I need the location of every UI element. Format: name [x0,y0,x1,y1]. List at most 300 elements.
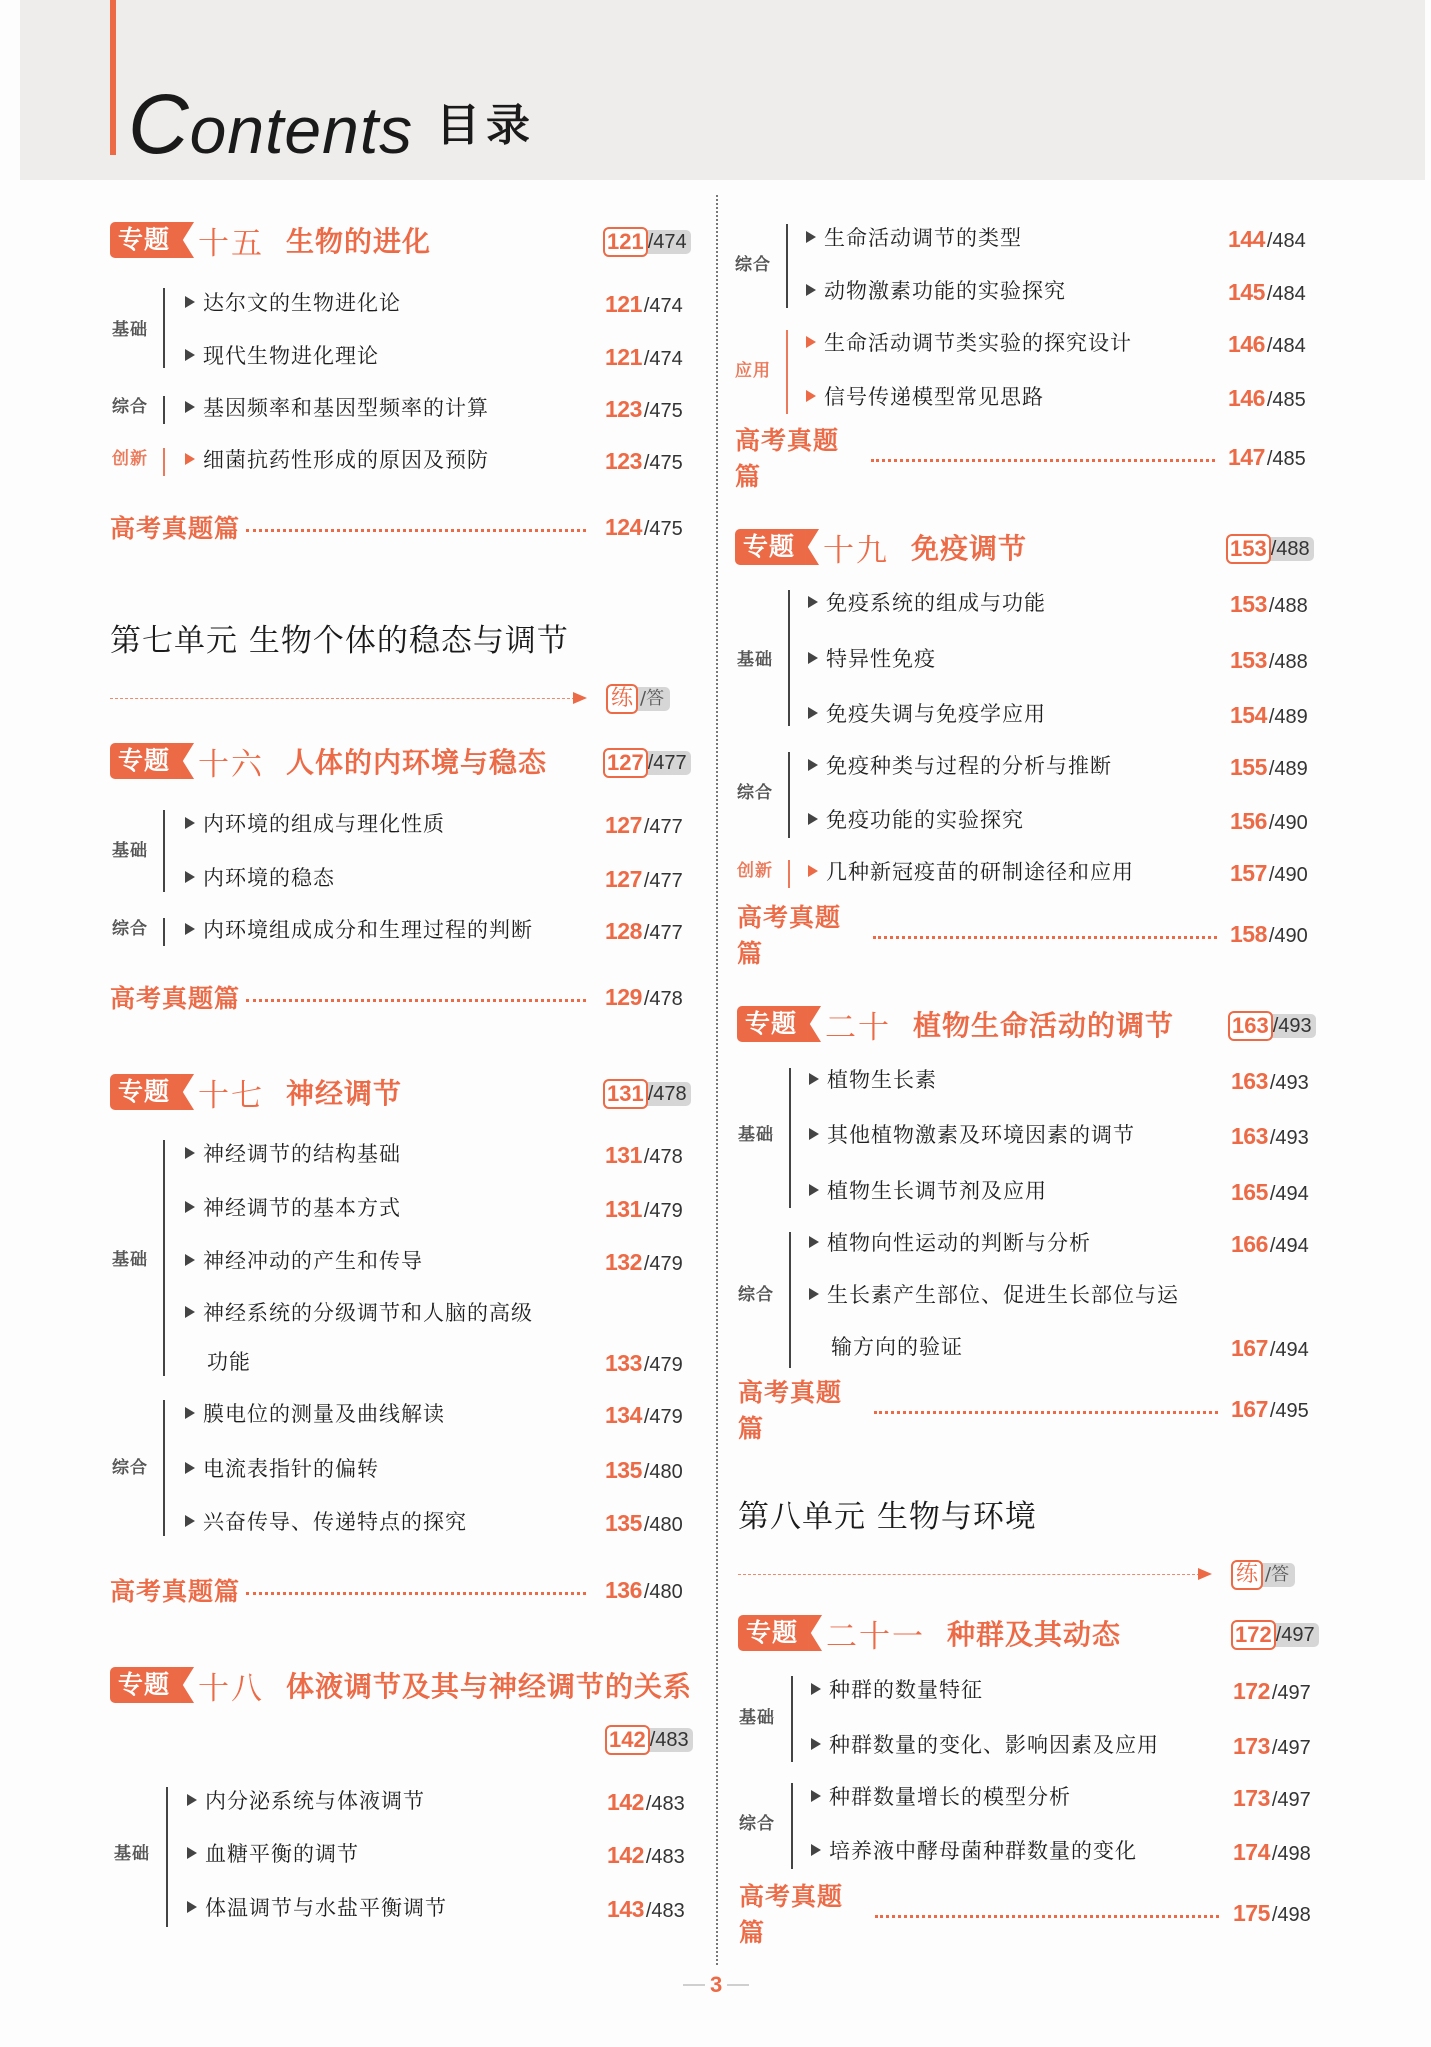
exam-entry[interactable] [737,903,1227,968]
triangle-icon [185,1515,195,1527]
entry-page[interactable] [605,1404,683,1427]
topic-16-header[interactable] [110,741,547,781]
entry-page[interactable] [605,398,683,421]
entry-page[interactable] [1228,228,1306,251]
entry-page[interactable] [607,1844,685,1867]
entry-page[interactable] [1231,1337,1309,1360]
category-basic: 基础 [738,1125,774,1145]
page-practice: 145 [1228,279,1265,305]
practice-answer-legend [1231,1560,1295,1590]
category-basic: 基础 [112,841,148,861]
page-practice: 153 [1230,647,1267,673]
toc-entry[interactable] [811,1680,983,1701]
category-basic: 基础 [112,320,148,340]
triangle-icon [185,401,195,413]
page-answer: /478 [646,1082,691,1106]
page-practice: 167 [1231,1335,1268,1361]
page-answer: /474 [646,230,691,254]
triangle-icon [185,1407,195,1419]
legend-answer: /答 [636,687,670,711]
triangle-icon [185,1201,195,1213]
page-answer: /493 [1269,1072,1309,1094]
practice-answer-legend [606,684,670,714]
page-answer: /497 [1274,1623,1319,1647]
page-answer: /485 [1266,389,1306,411]
page-practice: 133 [605,1350,642,1376]
entry-text: 神经调节的结构基础 [203,1142,401,1166]
entry-page[interactable] [1230,649,1308,672]
triangle-icon [808,865,818,877]
exam-label: 高考真题篇 [738,1378,843,1443]
triangle-icon [187,1901,197,1913]
page-answer: /490 [1268,864,1308,886]
entry-text: 体温调节与水盐平衡调节 [205,1896,447,1920]
topic-19-header[interactable] [735,527,1027,567]
entry-page[interactable] [605,868,683,891]
toc-entry[interactable] [806,333,1132,354]
topic-21-page[interactable] [1231,1620,1319,1650]
exam-page[interactable] [1228,446,1306,469]
category-bar [163,396,165,424]
exam-entry[interactable] [739,1882,1229,1947]
entry-text: 植物生长素 [827,1068,937,1092]
page-answer: /477 [646,751,691,775]
entry-text: 膜电位的测量及曲线解读 [203,1402,445,1426]
unit-7-title[interactable]: 第七单元 生物个体的稳态与调节 [110,623,569,659]
page-answer: /484 [1266,230,1306,252]
page-answer: /483 [645,1846,685,1868]
page-practice: 128 [605,918,642,944]
category-bar [166,1787,168,1927]
entry-text: 功能 [207,1350,251,1374]
page-practice: 153 [1226,534,1271,564]
page-practice: 166 [1231,1231,1268,1257]
page-answer: /475 [643,452,683,474]
page-answer: /480 [643,1461,683,1483]
entry-page[interactable] [1230,756,1308,779]
page-answer: /480 [643,1514,683,1536]
toc-entry[interactable] [811,1787,1071,1808]
entry-text: 细菌抗药性形成的原因及预防 [203,448,489,472]
legend-answer: /答 [1261,1563,1295,1587]
triangle-icon [185,349,195,361]
topic-title: 人体的内环境与稳态 [286,746,548,779]
entry-page[interactable] [607,1898,685,1921]
page-practice: 173 [1233,1785,1270,1811]
entry-text: 内环境的组成与理化性质 [203,812,445,836]
topic-number: 十六 [198,746,265,783]
entry-page[interactable] [1231,1233,1309,1256]
page-answer: /478 [643,1146,683,1168]
topic-badge: 专题 [110,1074,180,1110]
page-answer: /498 [1271,1843,1311,1865]
toc-entry[interactable] [808,704,1046,725]
entry-page[interactable] [605,1512,683,1535]
entry-page[interactable] [1230,593,1308,616]
topic-18-header[interactable] [110,1665,692,1705]
entry-page[interactable] [1233,1787,1311,1810]
page-practice: 131 [605,1196,642,1222]
entry-page[interactable] [605,450,683,473]
entry-text: 其他植物激素及环境因素的调节 [827,1123,1135,1147]
toc-entry[interactable] [809,1285,1179,1306]
exam-label: 高考真题篇 [110,984,241,1013]
toc-entry[interactable] [187,1791,425,1812]
entry-text: 种群数量的变化、影响因素及应用 [829,1733,1159,1757]
dot-leader [874,1411,1218,1414]
toc-entry[interactable] [806,281,1066,302]
topic-title: 免疫调节 [911,532,1028,565]
page-answer: /490 [1268,812,1308,834]
page-practice: 134 [605,1402,642,1428]
triangle-icon [806,284,816,296]
page-practice: 154 [1230,702,1267,728]
page-practice: 143 [607,1896,644,1922]
triangle-icon [808,813,818,825]
toc-entry[interactable] [185,398,489,419]
triangle-icon [185,1147,195,1159]
category-comprehensive: 综合 [112,1458,148,1478]
toc-entry[interactable] [806,228,1022,249]
triangle-icon [809,1288,819,1300]
page-practice: 153 [1230,591,1267,617]
entry-page[interactable] [605,1459,683,1482]
page-answer: /493 [1271,1014,1316,1038]
topic-number: 二十 [825,1009,892,1046]
page-answer: /497 [1271,1682,1311,1704]
category-application: 应用 [735,361,771,381]
dash-right [727,1984,749,1986]
page-number [683,1972,749,1998]
category-basic: 基础 [112,1250,148,1270]
entry-page[interactable] [1231,1125,1309,1148]
entry-page[interactable] [1230,810,1308,833]
page-practice: 156 [1230,808,1267,834]
toc-entry[interactable] [185,450,489,471]
page-answer: /489 [1268,706,1308,728]
page-answer: /490 [1268,925,1308,947]
triangle-icon [809,1236,819,1248]
toc-entry[interactable] [809,1181,1047,1202]
entry-page[interactable] [605,1144,683,1167]
dot-leader [871,459,1215,462]
topic-16-page[interactable] [603,748,691,778]
entry-text: 几种新冠疫苗的研制途径和应用 [826,860,1134,884]
entry-page[interactable] [607,1791,685,1814]
entry-text: 生命活动调节类实验的探究设计 [824,331,1132,355]
toc-entry[interactable] [185,868,335,889]
entry-text: 动物激素功能的实验探究 [824,279,1066,303]
toc-entry[interactable] [808,756,1112,777]
topic-21-header[interactable] [738,1613,1121,1653]
toc-entry[interactable] [185,1459,379,1480]
triangle-icon [185,871,195,883]
entry-text: 神经调节的基本方式 [203,1196,401,1220]
triangle-icon [185,1462,195,1474]
page-practice: 163 [1228,1011,1273,1041]
category-bar [788,860,790,888]
page-practice: 121 [603,227,648,257]
page-answer: /494 [1269,1183,1309,1205]
dot-leader [246,529,586,532]
topic-20-header[interactable] [737,1004,1174,1044]
triangle-icon [809,1128,819,1140]
exam-entry[interactable] [735,426,1225,491]
entry-page[interactable] [605,920,683,943]
topic-number: 十五 [198,225,265,262]
dot-leader [873,936,1217,939]
entry-text: 基因频率和基因型频率的计算 [203,396,489,420]
exam-page[interactable] [605,1579,683,1602]
entry-page[interactable] [1233,1680,1311,1703]
entry-page[interactable] [1228,387,1306,410]
entry-text: 输方向的验证 [831,1335,963,1359]
exam-entry[interactable] [110,1575,600,1605]
page-practice: 142 [607,1789,644,1815]
toc-entry[interactable] [808,810,1024,831]
topic-title: 生物的进化 [286,225,432,258]
page-practice: 144 [1228,226,1265,252]
exam-entry[interactable] [110,982,600,1012]
exam-page[interactable] [605,516,683,539]
page-answer: /480 [643,1581,683,1603]
exam-label: 高考真题篇 [735,426,840,491]
exam-page[interactable] [1230,923,1308,946]
toc-entry[interactable] [185,1512,467,1533]
category-bar [163,448,165,476]
topic-number: 二十一 [826,1618,926,1655]
page-practice: 135 [605,1510,642,1536]
page-practice: 158 [1230,921,1267,947]
page-answer: /489 [1268,758,1308,780]
arrow-right-icon [1198,1568,1212,1580]
contents-title-cn: 目录 [436,100,536,151]
unit-divider-line [738,1574,1200,1575]
entry-page[interactable] [1231,1181,1309,1204]
badge-notch [808,1615,822,1651]
category-bar [791,1783,793,1869]
page-answer: /485 [1266,448,1306,470]
page-practice: 142 [607,1842,644,1868]
toc-entry[interactable] [809,1125,1135,1146]
title-rest: ontents [189,93,414,167]
page-practice: 172 [1231,1620,1276,1650]
entry-text: 免疫功能的实验探究 [826,808,1024,832]
page-practice: 167 [1231,1396,1268,1422]
triangle-icon [185,817,195,829]
entry-text: 神经系统的分级调节和人脑的高级 [203,1301,533,1325]
page-practice: 174 [1233,1839,1270,1865]
toc-entry[interactable] [809,1233,1091,1254]
badge-notch [180,743,194,779]
page-answer: /484 [1266,283,1306,305]
page-practice: 131 [605,1142,642,1168]
entry-text: 信号传递模型常见思路 [824,385,1044,409]
page-practice: 175 [1233,1900,1270,1926]
toc-entry[interactable] [811,1841,1137,1862]
entry-page[interactable] [1233,1735,1311,1758]
page-answer: /488 [1268,651,1308,673]
entry-text: 内环境组成成分和生理过程的判断 [203,918,533,942]
category-basic: 基础 [739,1708,775,1728]
dot-leader [875,1915,1219,1918]
topic-18-page[interactable] [605,1725,693,1755]
page-answer: /495 [1269,1400,1309,1422]
entry-page[interactable] [1228,281,1306,304]
page-practice: 142 [605,1725,650,1755]
legend-practice: 练 [606,684,638,714]
entry-text: 种群数量增长的模型分析 [829,1785,1071,1809]
entry-text: 兴奋传导、传递特点的探究 [203,1510,467,1534]
page-answer: /483 [648,1728,693,1752]
triangle-icon [811,1683,821,1695]
category-bar [789,1068,791,1208]
entry-text: 现代生物进化理论 [203,344,379,368]
page-practice: 146 [1228,331,1265,357]
toc-entry[interactable] [185,1144,401,1165]
entry-page[interactable] [605,1198,683,1221]
toc-entry[interactable] [185,293,401,314]
exam-entry[interactable] [110,512,600,542]
page-practice: 163 [1231,1123,1268,1149]
toc-entry[interactable] [187,1898,447,1919]
toc-entry[interactable] [809,1070,937,1091]
category-innovation: 创新 [112,449,148,469]
entry-text: 神经冲动的产生和传导 [203,1249,423,1273]
page-practice: 172 [1233,1678,1270,1704]
entry-text: 特异性免疫 [826,647,936,671]
page-practice: 131 [603,1079,648,1109]
triangle-icon [806,390,816,402]
entry-page[interactable] [605,1352,683,1375]
entry-page[interactable] [605,814,683,837]
toc-entry[interactable] [185,1303,533,1324]
entry-page[interactable] [1230,704,1308,727]
dot-leader [246,999,586,1002]
triangle-icon [185,923,195,935]
category-innovation: 创新 [737,861,773,881]
toc-entry[interactable] [185,1251,423,1272]
unit-8-title[interactable]: 第八单元 生物与环境 [738,1499,1037,1535]
entry-text: 培养液中酵母菌种群数量的变化 [829,1839,1137,1863]
topic-badge: 专题 [735,529,805,565]
topic-number: 十八 [198,1670,265,1707]
badge-notch [180,1667,194,1703]
toc-entry[interactable] [808,593,1046,614]
entry-text: 免疫种类与过程的分析与推断 [826,754,1112,778]
exam-page[interactable] [605,986,683,1009]
page-answer: /477 [643,816,683,838]
triangle-icon [808,596,818,608]
triangle-icon [808,759,818,771]
entry-page[interactable] [1231,1070,1309,1093]
category-bar [791,1676,793,1762]
triangle-icon [811,1844,821,1856]
triangle-icon [808,707,818,719]
entry-text: 植物向性运动的判断与分析 [827,1231,1091,1255]
toc-entry[interactable] [185,1404,445,1425]
entry-text: 内环境的稳态 [203,866,335,890]
entry-page[interactable] [1230,862,1308,885]
category-bar [789,1232,791,1368]
topic-15-header[interactable] [110,220,431,260]
page-answer: /474 [643,348,683,370]
page-practice: 157 [1230,860,1267,886]
exam-entry[interactable] [738,1378,1228,1443]
topic-20-page[interactable] [1228,1011,1316,1041]
toc-entry[interactable] [185,814,445,835]
legend-practice: 练 [1231,1560,1263,1590]
toc-entry[interactable] [185,920,533,941]
page-answer: /483 [645,1900,685,1922]
category-bar [163,810,165,892]
category-bar [163,1140,165,1376]
entry-page[interactable] [1233,1841,1311,1864]
exam-page[interactable] [1233,1902,1311,1925]
toc-entry-continued[interactable] [831,1337,963,1358]
topic-number: 十九 [823,532,890,569]
page-answer: /488 [1269,537,1314,561]
category-bar [788,752,790,838]
entry-page[interactable] [605,1251,683,1274]
page-practice: 124 [605,514,642,540]
toc-entry[interactable] [808,862,1134,883]
toc-entry[interactable] [811,1735,1159,1756]
triangle-icon [806,336,816,348]
header-accent-bar [110,0,116,155]
toc-entry-continued[interactable] [207,1352,251,1373]
topic-19-page[interactable] [1226,534,1314,564]
page-practice: 147 [1228,444,1265,470]
entry-text: 免疫失调与免疫学应用 [826,702,1046,726]
page-practice: 127 [605,866,642,892]
topic-17-header[interactable] [110,1072,402,1112]
topic-17-page[interactable] [603,1079,691,1109]
category-bar [786,224,788,308]
page-practice: 155 [1230,754,1267,780]
page-answer: /479 [643,1253,683,1275]
category-bar [163,288,165,368]
page-answer: /497 [1271,1789,1311,1811]
entry-page[interactable] [605,293,683,316]
category-basic: 基础 [737,650,773,670]
category-bar [163,918,165,946]
toc-entry[interactable] [806,387,1044,408]
page-answer: /494 [1269,1235,1309,1257]
toc-entry[interactable] [185,346,379,367]
badge-notch [180,1074,194,1110]
toc-entry[interactable] [808,649,936,670]
entry-text: 血糖平衡的调节 [205,1842,359,1866]
entry-page[interactable] [605,346,683,369]
arrow-right-icon [573,692,587,704]
exam-page[interactable] [1231,1398,1309,1421]
triangle-icon [809,1073,819,1085]
category-comprehensive: 综合 [737,783,773,803]
toc-entry[interactable] [187,1844,359,1865]
page-answer: /478 [643,988,683,1010]
entry-page[interactable] [1228,333,1306,356]
triangle-icon [808,652,818,664]
entry-text: 植物生长调节剂及应用 [827,1179,1047,1203]
page-practice: 163 [1231,1068,1268,1094]
triangle-icon [809,1184,819,1196]
topic-15-page[interactable] [603,227,691,257]
page-practice: 123 [605,448,642,474]
page-answer: /484 [1266,335,1306,357]
toc-entry[interactable] [185,1198,401,1219]
exam-label: 高考真题篇 [739,1882,844,1947]
